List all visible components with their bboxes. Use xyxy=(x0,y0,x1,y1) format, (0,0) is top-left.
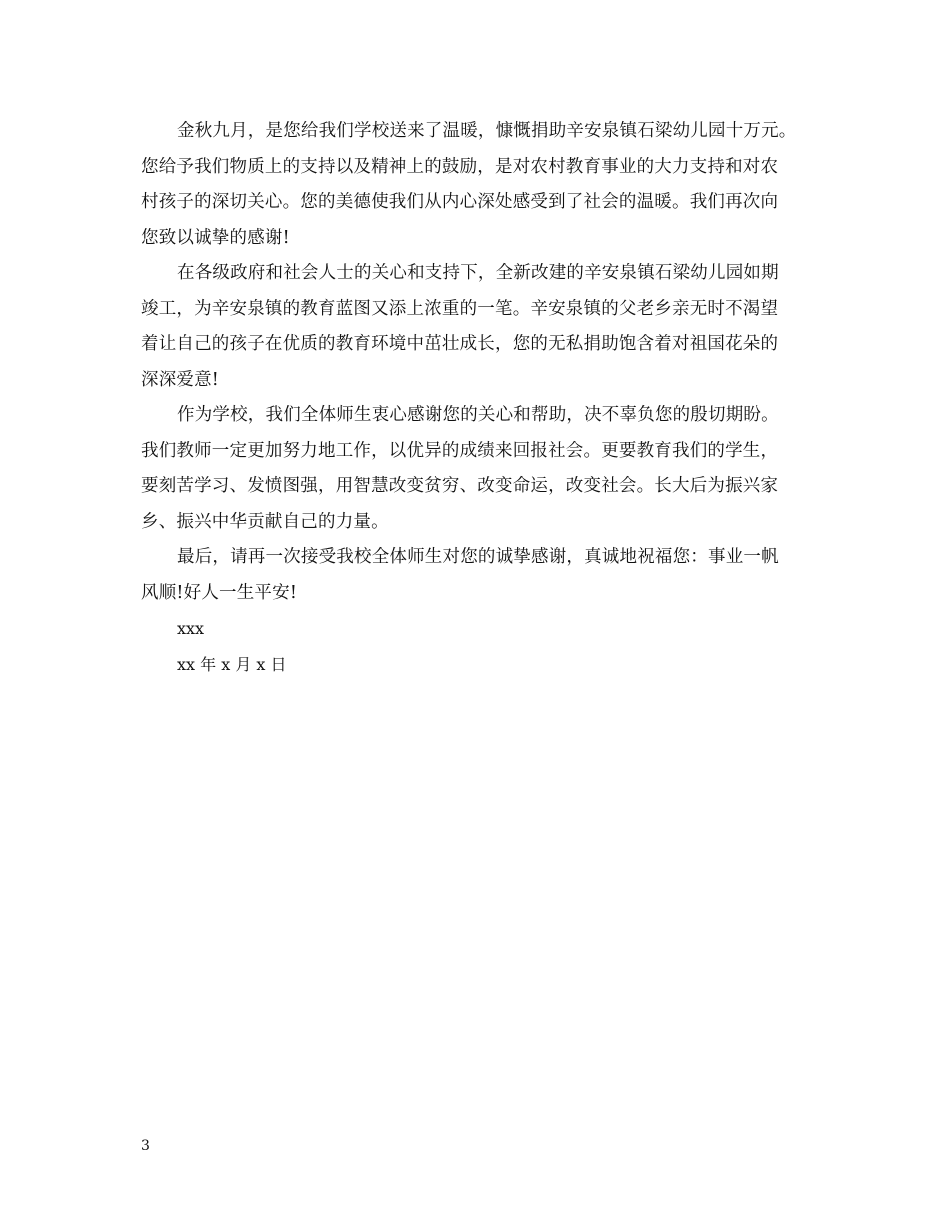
text-line: 风顺!好人一生平安! xyxy=(141,582,298,603)
page-number: 3 xyxy=(141,1138,150,1154)
text-line: 乡、振兴中华贡献自己的力量。 xyxy=(141,511,389,532)
date-line: xx 年 x 月 x 日 xyxy=(177,654,287,674)
text-line: 最后，请再一次接受我校全体师生对您的诚挚感谢，真诚地祝福您：事业一帆 xyxy=(177,547,779,567)
letter-body xyxy=(141,114,841,682)
text-line: 我们教师一定更加努力地工作，以优异的成绩来回报社会。更要教育我们的学生， xyxy=(141,440,779,461)
text-line: 您给予我们物质上的支持以及精神上的鼓励，是对农村教育事业的大力支持和对农 xyxy=(141,156,779,177)
paragraph-thanks xyxy=(141,114,841,256)
text-line: 竣工，为辛安泉镇的教育蓝图又添上浓重的一笔。辛安泉镇的父老乡亲无时不渴望 xyxy=(141,298,779,319)
text-line: 着让自己的孩子在优质的教育环境中茁壮成长，您的无私捐助饱含着对祖国花朵的 xyxy=(141,334,779,354)
signature: xxx xyxy=(177,619,205,638)
text-line: 在各级政府和社会人士的关心和支持下，全新改建的辛安泉镇石梁幼儿园如期 xyxy=(177,263,779,283)
paragraph-kindergarten xyxy=(141,256,841,398)
text-line: 深深爱意! xyxy=(141,369,220,390)
text-line: 您致以诚挚的感谢! xyxy=(141,227,290,248)
text-line: 要刻苦学习、发愤图强，用智慧改变贫穷、改变命运，改变社会。长大后为振兴家 xyxy=(141,476,779,496)
paragraph-school xyxy=(141,398,841,540)
text-line: 金秋九月，是您给我们学校送来了温暖，慷慨捐助辛安泉镇石梁幼儿园十万元。 xyxy=(177,121,797,141)
text-line: 村孩子的深切关心。您的美德使我们从内心深处感受到了社会的温暖。我们再次向 xyxy=(141,192,779,212)
paragraph-closing xyxy=(141,540,841,611)
text-line: 作为学校，我们全体师生衷心感谢您的关心和帮助，决不辜负您的殷切期盼。 xyxy=(177,405,779,425)
